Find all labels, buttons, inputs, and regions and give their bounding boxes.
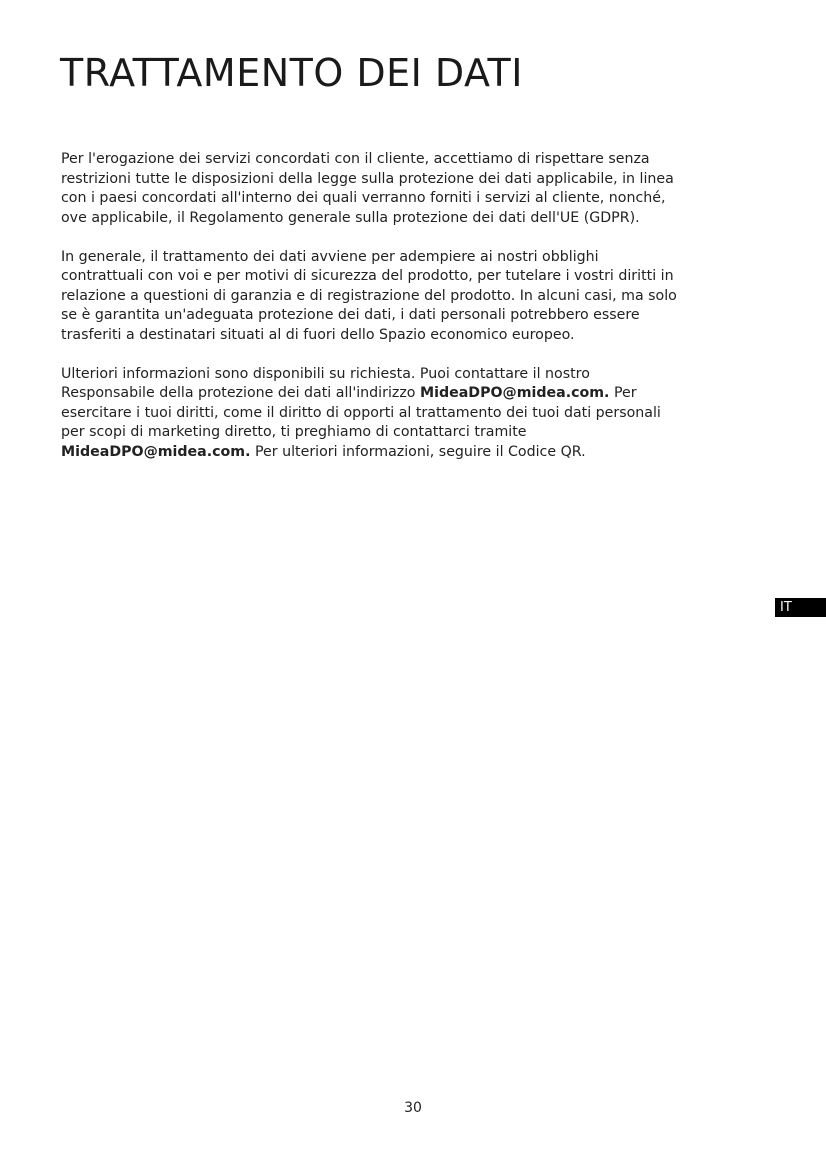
paragraph-line: restrizioni tutte le disposizioni della legge sulla protezione dei dati applicabile, in linea [61,170,674,187]
dpo-email-link[interactable]: MideaDPO@midea.com. [61,443,251,460]
paragraph-line: ove applicabile, il Regolamento generale sulla protezione dei dati dell'UE (GDPR). [61,209,640,226]
page-number: 30 [404,1100,422,1116]
paragraph-line: contrattuali con voi e per motivi di sicurezza del prodotto, per tutelare i vostri diritti in [61,268,674,284]
paragraph-line: trasferiti a destinatari situati al di fuori dello Spazio economico europeo. [61,326,575,343]
paragraph-line [61,384,761,404]
language-tab: IT [775,598,826,617]
paragraph-data-purpose [61,248,761,346]
paragraph-line: relazione a questioni di garanzia e di registrazione del prodotto. In alcuni casi, ma solo [61,287,677,304]
paragraph-text: Per ulteriori informazioni, seguire il Codice QR. [250,443,586,460]
paragraph-text: Per [609,385,637,401]
page-title: TRATTAMENTO DEI DATI [60,51,523,95]
paragraph-line: per scopi di marketing diretto, ti preghiamo di contattarci tramite [61,424,527,440]
dpo-email-link[interactable]: MideaDPO@midea.com. [419,385,610,401]
paragraph-line: se è garantita un'adeguata protezione dei dati, i dati personali potrebbero essere [61,307,640,323]
paragraph-line: In generale, il trattamento dei dati avviene per adempiere ai nostri obblighi [61,248,599,265]
paragraph-text: Responsabile della protezione dei dati all'indirizzo [61,385,420,401]
body-text [61,150,761,482]
paragraph-data-compliance [61,150,761,228]
paragraph-line: esercitare i tuoi diritti, come il diritto di opporti al trattamento dei tuoi dati personali [61,404,661,421]
paragraph-line: Per l'erogazione dei servizi concordati con il cliente, accettiamo di rispettare senza [61,151,650,167]
paragraph-line: con i paesi concordati all'interno dei quali verranno forniti i servizi al cliente, nonché, [61,190,666,206]
paragraph-line: Ulteriori informazioni sono disponibili su richiesta. Puoi contattare il nostro [61,365,590,382]
paragraph-line [61,443,761,463]
paragraph-contact [61,365,761,463]
